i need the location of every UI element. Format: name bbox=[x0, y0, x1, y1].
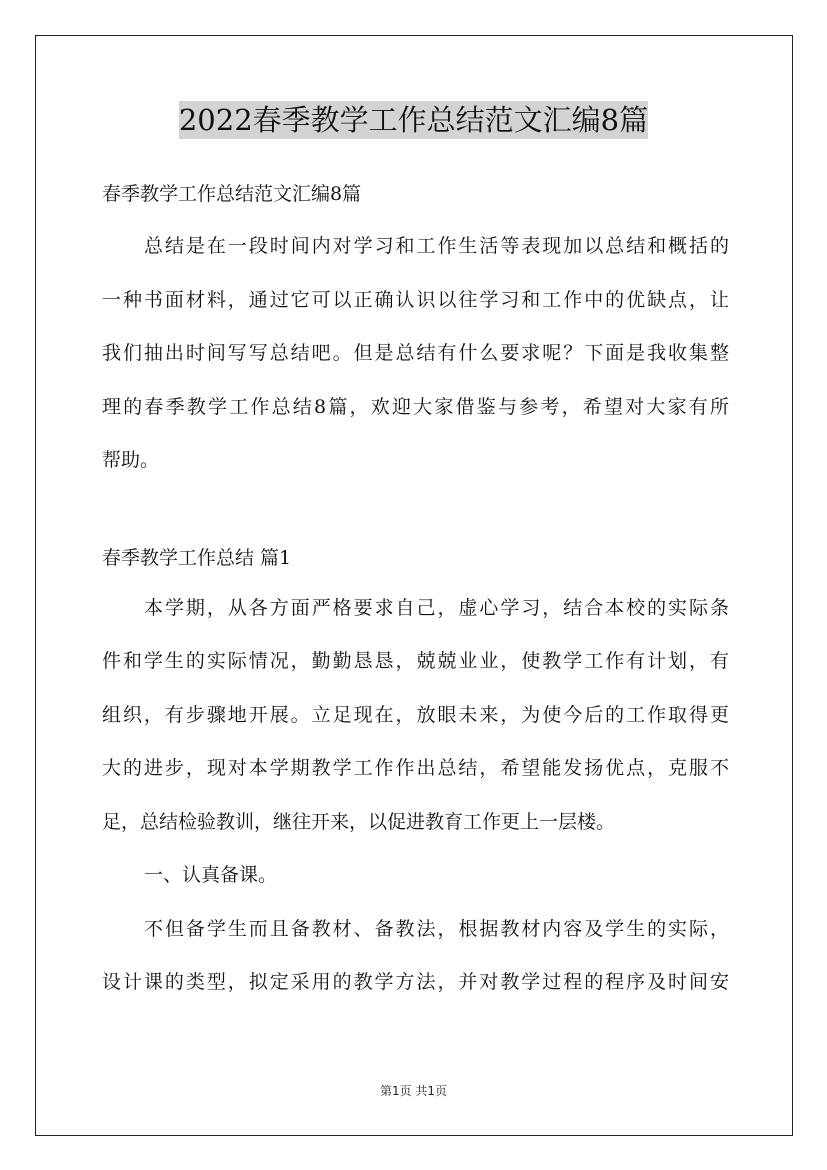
paragraph-line: 总结是在一段时间内对学习和工作生活等表现加以总结和概括的 bbox=[144, 235, 729, 257]
document-body bbox=[102, 174, 729, 1016]
subheading: 一、认真备课。 bbox=[144, 864, 278, 886]
body-paragraph bbox=[102, 909, 729, 1016]
paragraph-line: 大的进步，现对本学期教学工作作出总结，希望能发扬优点，克服不 bbox=[102, 757, 729, 779]
paragraph-line: 设计课的类型，拟定采用的教学方法，并对教学过程的程序及时间安 bbox=[102, 971, 729, 993]
page-footer: 第1页 共1页 bbox=[379, 1084, 448, 1098]
paragraph-line: 我们抽出时间写写总结吧。但是总结有什么要求呢？下面是我收集整 bbox=[102, 342, 729, 364]
paragraph-line: 足，总结检验教训，继往开来，以促进教育工作更上一层楼。 bbox=[102, 810, 616, 833]
document-title bbox=[0, 98, 827, 142]
paragraph-line: 一种书面材料，通过它可以正确认识以往学习和工作中的优缺点，让 bbox=[102, 288, 729, 311]
paragraph-line: 本学期，从各方面严格要求自己，虚心学习，结合本校的实际条 bbox=[144, 596, 729, 619]
section-paragraph bbox=[102, 588, 729, 856]
paragraph-line: 帮助。 bbox=[102, 449, 160, 471]
subtitle: 春季教学工作总结范文汇编8篇 bbox=[102, 183, 362, 205]
document-title-text: 2022春季教学工作总结范文汇编8篇 bbox=[178, 103, 649, 137]
paragraph-line: 理的春季教学工作总结8篇，欢迎大家借鉴与参考，希望对大家有所 bbox=[102, 395, 729, 418]
paragraph-line: 组织，有步骤地开展。立足现在，放眼未来，为使今后的工作取得更 bbox=[102, 703, 729, 726]
paragraph-line: 不但备学生而且备教材、备教法，根据教材内容及学生的实际， bbox=[144, 917, 729, 940]
intro-paragraph bbox=[102, 226, 729, 494]
section-heading: 春季教学工作总结 篇1 bbox=[102, 546, 292, 569]
paragraph-line: 件和学生的实际情况，勤勤恳恳，兢兢业业，使教学工作有计划，有 bbox=[102, 650, 729, 672]
